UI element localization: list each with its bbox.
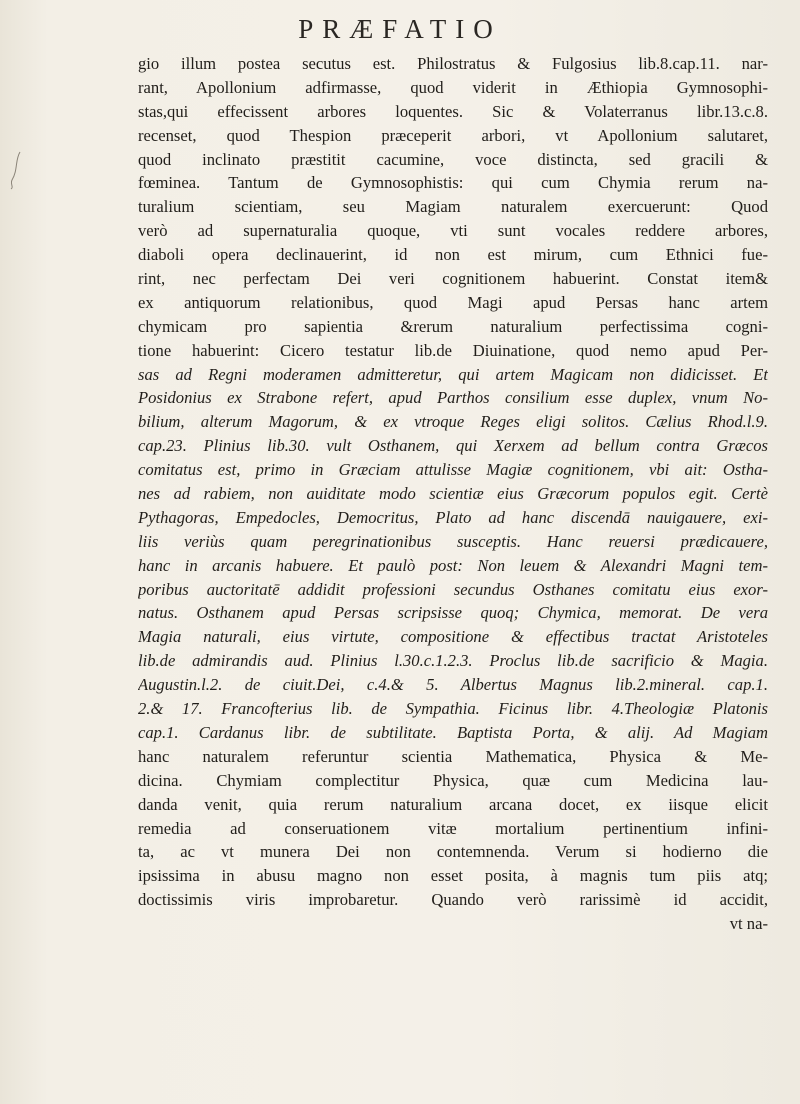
text-line: Magia naturali, eius virtute, compositione & effectibus tractat Aristoteles (138, 627, 768, 647)
catchword: vt na- (729, 914, 768, 934)
text-line: hanc in arcanis habuere. Et paulò post: Non leuem & Alexandri Magni tem- (138, 555, 768, 575)
text-line: gio illum postea secutus est. Philostratus & Fulgosius lib.8.cap.11. nar- (138, 54, 768, 73)
text-line: turalium scientiam, seu Magiam naturalem exercuerunt: Quod (138, 197, 768, 217)
text-line: Augustin.l.2. de ciuit.Dei, c.4.& 5. Albertus Magnus lib.2.mineral. cap.1. (138, 675, 768, 695)
text-line: stas,qui effecissent arbores loquentes. Sic & Volaterranus libr.13.c.8. (138, 101, 768, 121)
text-line: 2.& 17. Francofterius lib. de Sympathia. Ficinus libr. 4.Theologiæ Platonis (138, 699, 768, 719)
text-line: liis veriùs quam peregrinationibus susceptis. Hanc reuersi prædicauere, (138, 531, 768, 551)
text-line: Posidonius ex Strabone refert, apud Parthos consilium esse duplex, vnum No- (138, 388, 768, 408)
text-line: nes ad rabiem, non auiditate modo scientiæ eius Græcorum populos egit. Certè (138, 484, 768, 504)
text-line: verò ad supernaturalia quoque, vti sunt vocales reddere arbores, (138, 221, 768, 241)
text-line: Pythagoras, Empedocles, Democritus, Plato ad hanc discendā nauigauere, exi- (138, 507, 768, 527)
text-line: ta, ac vt munera Dei non contemnenda. Verum si hodierno die (138, 842, 768, 862)
text-line: recenset, quod Thespion præceperit arbori, vt Apollonium salutaret, (138, 125, 768, 145)
text-line: rant, Apollonium adfirmasse, quod viderit in Æthiopia Gymnosophi- (138, 77, 768, 97)
text-line: remedia ad conseruationem vitæ mortalium pertinentium infini- (138, 818, 768, 838)
text-line: doctissimis viris improbaretur. Quando verò rarissimè id accidit, (138, 890, 768, 910)
text-line: dicina. Chymiam complectitur Physica, quæ cum Medicina lau- (138, 770, 768, 790)
text-line: chymicam pro sapientia &rerum naturalium perfectissima cogni- (138, 316, 768, 336)
text-line: ipsissima in abusu magno non esset posita, à magnis tum piis atq; (138, 866, 768, 886)
text-line: bilium, alterum Magorum, & ex vtroque Reges eligi solitos. Cælius Rhod.l.9. (138, 412, 768, 432)
text-line: lib.de admirandis aud. Plinius l.30.c.1.2.3. Proclus lib.de sacrificio & Magia. (138, 651, 768, 671)
text-line: rint, nec perfectam Dei veri cognitionem habuerint. Constat item& (138, 269, 768, 289)
text-line: sas ad Regni moderamen admitteretur, qui artem Magicam non didicisset. Et (138, 364, 768, 384)
text-line: diaboli opera declinauerint, id non est mirum, cum Ethnici fue- (138, 245, 768, 265)
text-line: ex antiquorum relationibus, quod Magi apud Persas hanc artem (138, 292, 768, 312)
margin-pencil-mark (6, 150, 26, 190)
text-line: hanc naturalem referuntur scientia Mathematica, Physica & Me- (138, 746, 768, 766)
text-line: cap.1. Cardanus libr. de subtilitate. Baptista Porta, & alij. Ad Magiam (138, 722, 768, 742)
text-line: cap.23. Plinius lib.30. vult Osthanem, qui Xerxem ad bellum contra Græcos (138, 436, 768, 456)
text-line: poribus auctoritatē addidit professioni secundus Osthanes comitatu eius exor- (138, 579, 768, 599)
text-line: quod inclinato præstitit cacumine, voce distincta, sed gracili & (138, 149, 768, 169)
text-line: natus. Osthanem apud Persas scripsisse quoq; Chymica, memorat. De vera (138, 603, 768, 623)
body-text (138, 52, 768, 936)
text-line: tione habuerint: Cicero testatur lib.de Diuinatione, quod nemo apud Per- (138, 340, 768, 360)
text-line: fœminea. Tantum de Gymnosophistis: qui cum Chymia rerum na- (138, 173, 768, 193)
running-head-title: PRÆFATIO (298, 14, 502, 44)
text-line: comitatus est, primo in Græciam attulisse Magiæ cognitionem, vbi ait: Ostha- (138, 460, 768, 480)
text-line: danda venit, quia rerum naturalium arcana docet, ex iisque elicit (138, 794, 768, 814)
